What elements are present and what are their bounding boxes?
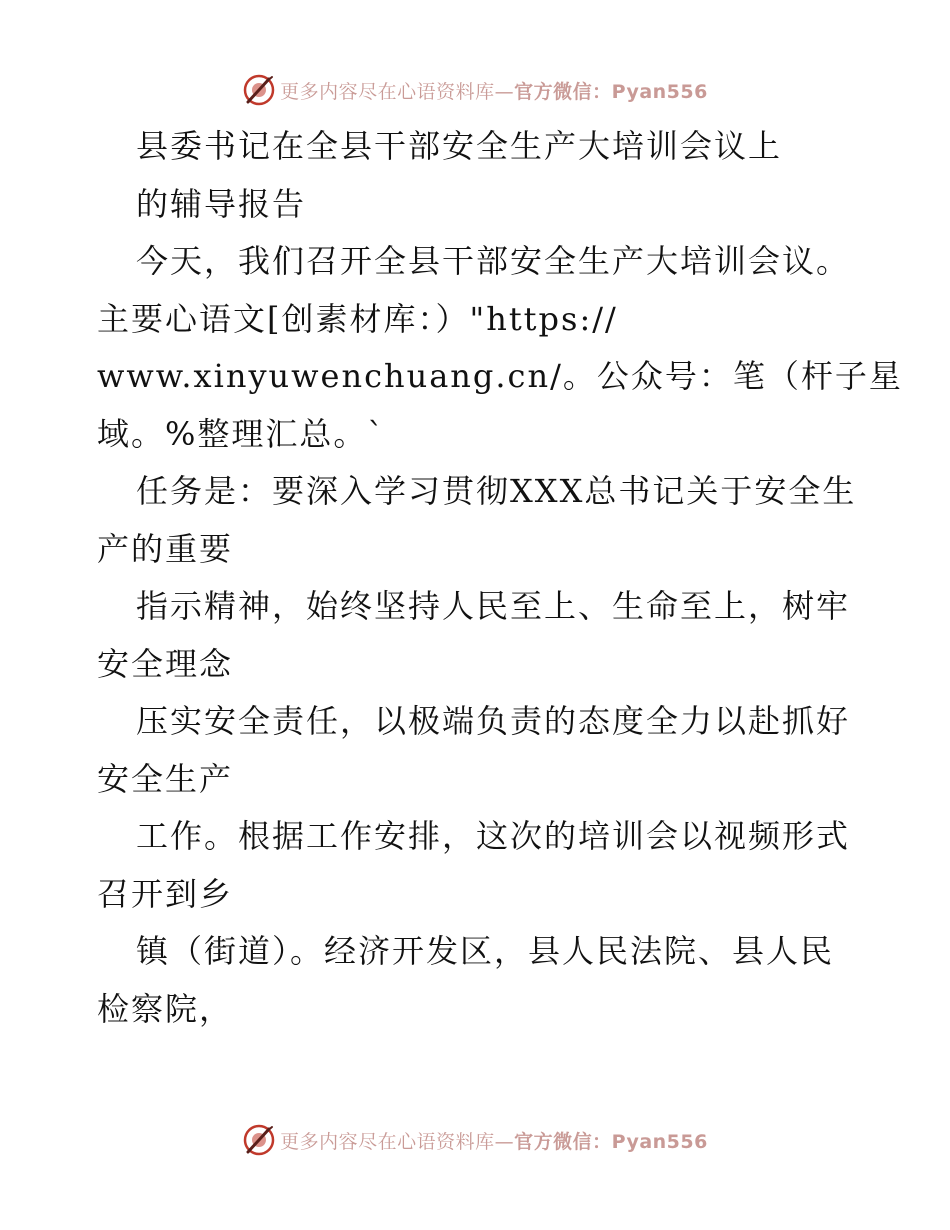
- banner-site-name: 更多内容尽在心语资料库—: [280, 80, 515, 103]
- banner-text: [280, 77, 708, 104]
- brand-logo-icon: [242, 1123, 276, 1157]
- paragraph-line: 域。%整理汇总。`: [97, 414, 386, 453]
- paragraph-line: 今天，我们召开全县干部安全生产大培训会议。: [136, 242, 851, 280]
- doc-title-line: 县委书记在全县干部安全生产大培训会议上: [136, 127, 783, 165]
- paragraph-line: 安全理念: [97, 644, 234, 683]
- paragraph-line: 检察院，: [97, 989, 234, 1028]
- paragraph-line: 任务是：要深入学习贯彻XXX总书记关于安全生: [136, 472, 857, 510]
- paragraph-line: www.xinyuwenchuang.cn/。公众号：笔（杆子星: [97, 357, 903, 395]
- footer-banner: [0, 1120, 950, 1160]
- paragraph-line: 压实安全责任，以极端负责的态度全力以赴抓好: [136, 702, 851, 740]
- header-banner: [0, 70, 950, 110]
- paragraph-line: 安全生产: [97, 759, 234, 798]
- banner-wechat: 官方微信：Pyan556: [514, 80, 708, 103]
- doc-title-line: 的辅导报告: [136, 184, 307, 223]
- paragraph-line: 主要心语文[创素材库：）"https://: [97, 299, 618, 338]
- banner-site-name: 更多内容尽在心语资料库—: [280, 1130, 515, 1153]
- paragraph-line: 指示精神，始终坚持人民至上、生命至上，树牢: [136, 587, 851, 625]
- paragraph-line: 产的重要: [97, 529, 234, 568]
- banner-text: [280, 1127, 708, 1154]
- document-body: [97, 118, 903, 1038]
- paragraph-line: 召开到乡: [97, 874, 234, 913]
- paragraph-line: 工作。根据工作安排，这次的培训会以视频形式: [136, 817, 851, 855]
- banner-wechat: 官方微信：Pyan556: [514, 1130, 708, 1153]
- brand-logo-icon: [242, 73, 276, 107]
- paragraph-line: 镇（街道）。经济开发区，县人民法院、县人民: [136, 932, 835, 970]
